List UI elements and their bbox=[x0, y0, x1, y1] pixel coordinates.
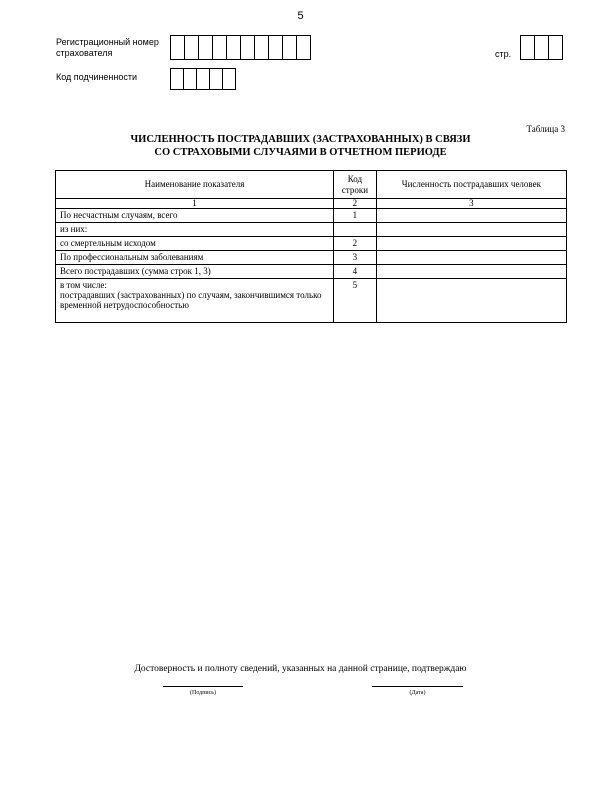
char-input-box[interactable] bbox=[534, 35, 549, 60]
char-input-box[interactable] bbox=[170, 35, 185, 60]
table-row bbox=[56, 279, 567, 323]
table-header-row bbox=[56, 171, 567, 199]
char-input-box[interactable] bbox=[226, 35, 241, 60]
victims-count-cell[interactable] bbox=[376, 265, 566, 279]
page-label: стр. bbox=[495, 49, 512, 59]
header-victims-count: Численность пострадавших человек bbox=[376, 171, 566, 199]
date-line[interactable] bbox=[372, 686, 463, 687]
char-input-box[interactable] bbox=[240, 35, 255, 60]
indicator-name: По несчастным случаям, всего bbox=[56, 209, 334, 223]
row-code: 2 bbox=[334, 237, 377, 251]
victims-count-cell[interactable] bbox=[376, 223, 566, 237]
row-code: 3 bbox=[334, 251, 377, 265]
char-input-box[interactable] bbox=[198, 35, 213, 60]
char-input-box[interactable] bbox=[196, 68, 210, 90]
signature-caption: (Подпись) bbox=[189, 690, 217, 696]
char-input-box[interactable] bbox=[212, 35, 227, 60]
header-row-code: Код строки bbox=[334, 171, 377, 199]
char-input-box[interactable] bbox=[520, 35, 535, 60]
subordination-code-label: Код подчиненности bbox=[56, 72, 138, 82]
char-input-box[interactable] bbox=[296, 35, 311, 60]
reg-number-label: Регистрационный номер страхователя bbox=[56, 37, 159, 58]
confirmation-text: Достоверность и полноту сведений, указанных на данной странице, подтверждаю bbox=[134, 664, 467, 674]
table-row bbox=[56, 209, 567, 223]
table-title bbox=[0, 133, 601, 159]
indicator-name: По профессиональным заболеваниям bbox=[56, 251, 334, 265]
subordination-code-boxes[interactable] bbox=[170, 68, 236, 90]
table-row bbox=[56, 251, 567, 265]
char-input-box[interactable] bbox=[268, 35, 283, 60]
victims-count-cell[interactable] bbox=[376, 279, 566, 323]
row-code: 1 bbox=[334, 209, 377, 223]
column-number: 2 bbox=[334, 199, 377, 209]
column-number: 1 bbox=[56, 199, 334, 209]
date-caption: (Дата) bbox=[409, 690, 426, 696]
indicator-name: из них: bbox=[56, 223, 334, 237]
row-code: 4 bbox=[334, 265, 377, 279]
table-title-line-2: СО СТРАХОВЫМИ СЛУЧАЯМИ В ОТЧЕТНОМ ПЕРИОДЕ bbox=[154, 147, 447, 158]
row-code: 5 bbox=[334, 279, 377, 323]
victims-count-cell[interactable] bbox=[376, 237, 566, 251]
char-input-box[interactable] bbox=[170, 68, 184, 90]
table-row bbox=[56, 265, 567, 279]
victims-table bbox=[55, 170, 567, 323]
table-row bbox=[56, 223, 567, 237]
page-number-boxes[interactable] bbox=[520, 35, 563, 60]
indicator-name: в том числе: пострадавших (застрахованных) по случаям, закончившимся только временной нетрудоспособностью bbox=[56, 279, 334, 323]
table-row bbox=[56, 237, 567, 251]
char-input-box[interactable] bbox=[184, 35, 199, 60]
indicator-name: со смертельным исходом bbox=[56, 237, 334, 251]
page-number: 5 bbox=[297, 10, 304, 22]
table-caption: Таблица 3 bbox=[526, 124, 565, 134]
char-input-box[interactable] bbox=[209, 68, 223, 90]
char-input-box[interactable] bbox=[183, 68, 197, 90]
reg-number-boxes[interactable] bbox=[170, 35, 311, 60]
char-input-box[interactable] bbox=[548, 35, 563, 60]
victims-count-cell[interactable] bbox=[376, 209, 566, 223]
table-title-line-1: ЧИСЛЕННОСТЬ ПОСТРАДАВШИХ (ЗАСТРАХОВАННЫХ) В СВЯЗИ bbox=[130, 134, 471, 145]
victims-count-cell[interactable] bbox=[376, 251, 566, 265]
header-indicator-name: Наименование показателя bbox=[56, 171, 334, 199]
char-input-box[interactable] bbox=[282, 35, 297, 60]
char-input-box[interactable] bbox=[254, 35, 269, 60]
column-number-row bbox=[56, 199, 567, 209]
row-code bbox=[334, 223, 377, 237]
column-number: 3 bbox=[376, 199, 566, 209]
indicator-name: Всего пострадавших (сумма строк 1, 3) bbox=[56, 265, 334, 279]
char-input-box[interactable] bbox=[222, 68, 236, 90]
signature-line[interactable] bbox=[163, 686, 243, 687]
